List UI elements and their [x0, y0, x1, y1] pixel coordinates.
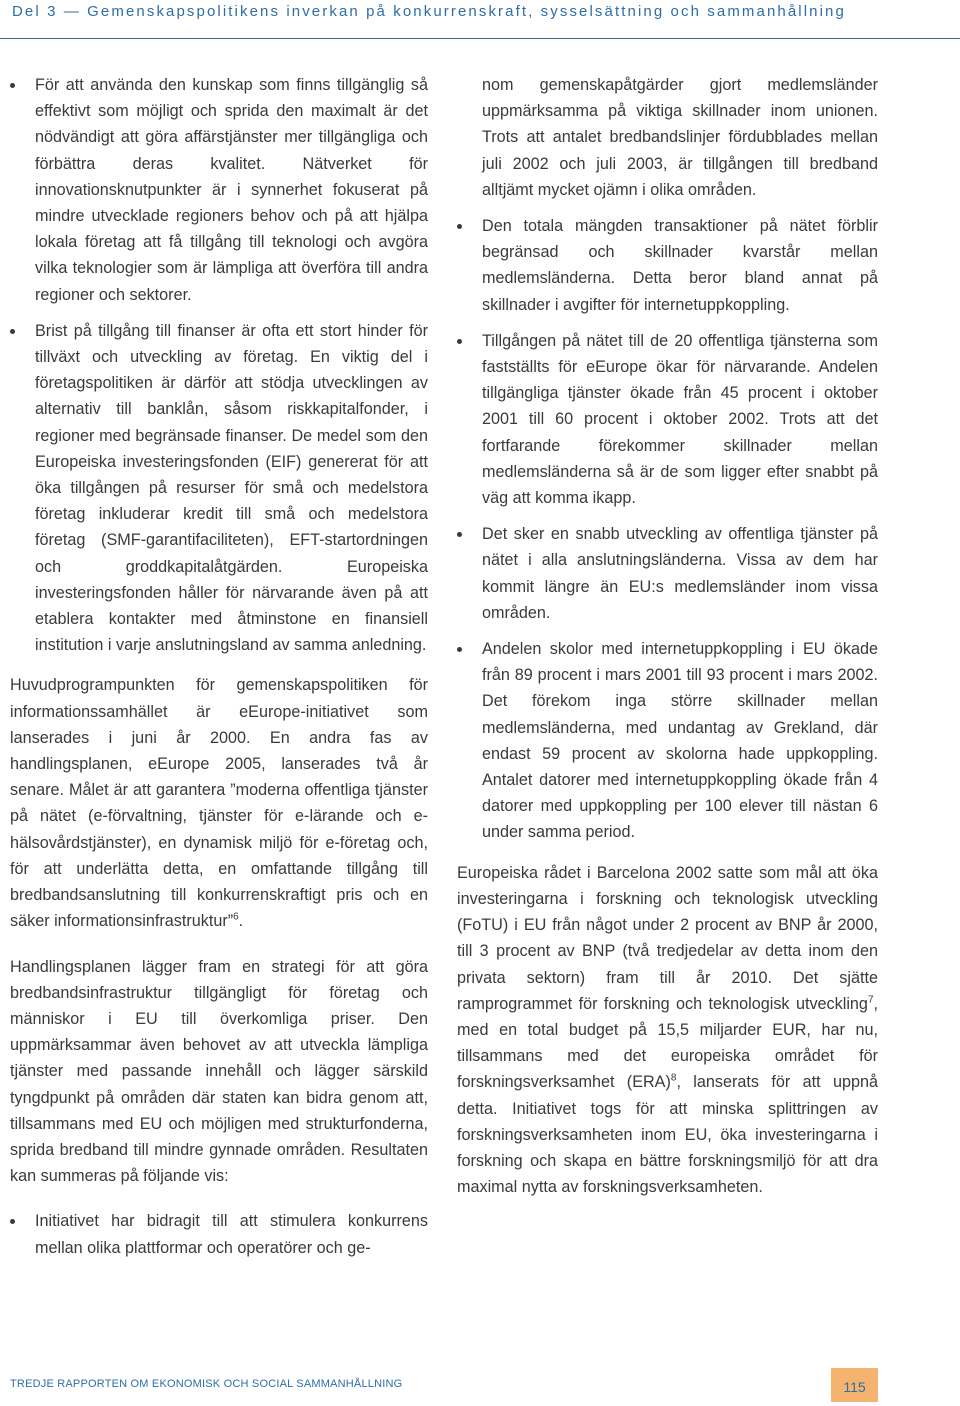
bullet-list-right: [457, 72, 878, 846]
footnote-ref: 6: [233, 911, 239, 923]
bullet-list-top: [10, 72, 428, 658]
bullet-icon: [10, 329, 15, 334]
list-item: Initiativet har bidragit till att stimulera konkurrens mellan olika plattformar och operatörer och ge-: [10, 1208, 428, 1260]
bullet-icon: [457, 339, 462, 344]
list-item: För att använda den kunskap som finns tillgänglig så effektivt som möjligt och sprida den maximalt är det nödvändigt att göra affärstjänster mer tillgängliga och förbättra deras kvalitet. Nätverket för innovationsknutpunkter är i synnerhet fokuserat på mindre utvecklade regioners behov och på att hjälpa lokala företag att få tillgång till teknologi och avgöra vilka teknologier som är lämpliga att överföra till andra regioner och sektorer.: [10, 72, 428, 308]
bullet-icon: [10, 1219, 15, 1224]
page-header: [0, 0, 960, 39]
list-item: Den totala mängden transaktioner på nätet förblir begränsad och skillnader kvarstår mellan medlemsländerna. Detta beror bland annat på skillnader i avgifter för internetuppkoppling.: [457, 213, 878, 318]
page-number: 115: [831, 1368, 878, 1402]
list-item: Tillgången på nätet till de 20 offentliga tjänsterna som fastställts för eEurope ökar för närvarande. Andelen tillgängliga tjänster ökade från 45 procent i oktober 2001 till 60 procent i oktober 2002. Trots att det fortfarande förekommer skillnader mellan medlemsländerna så är de som ligger efter snabbt på väg att komma ikapp.: [457, 328, 878, 511]
bullet-icon: [457, 647, 462, 652]
footnote-ref: 8: [670, 1072, 677, 1084]
bullet-icon: [457, 224, 462, 229]
section-title: Del 3 — Gemenskapspolitikens inverkan på konkurrenskraft, sysselsättning och sammanhållning: [12, 3, 846, 20]
paragraph-action-plan: Handlingsplanen lägger fram en strategi för att göra bredbandsinfrastruktur tillgängligt för företag och människor i EU till överkomliga priser. Den uppmärksammar även behovet av att utveckla lämpliga tjänster med passande innehåll och lägger särskild tyngdpunkt på områden där staten kan bidra genom att, tillsammans med EU och möjligen med strukturfonderna, sprida bredband till mindre gynnade områden. Resultaten kan summeras på följande vis:: [10, 957, 428, 1186]
left-column: [10, 72, 428, 1271]
bullet-icon: [10, 83, 15, 88]
list-item: Andelen skolor med internetuppkoppling i EU ökade från 89 procent i mars 2001 till 93 procent i mars 2002. Det förekom inga större skillnader mellan medlemsländerna, med undantag av Grekland, där endast 59 procent av skolorna hade uppkoppling. Antalet datorer med internetuppkoppling ökade från 4 datorer med uppkoppling per 100 elever till nästan 6 under samma period.: [457, 636, 878, 846]
paragraph-barcelona: Europeiska rådet i Barcelona 2002 satte som mål att öka investeringarna i forskning och teknologisk utveckling (FoTU) i EU från något under 2 procent av BNP år 2000, till 3 procent av BNP (två tredjedelar av detta inom den privata sektorn) fram till år 2010. Det sjätte ramprogrammet för forskning och teknologisk utveckling$^7$, med en total budget på 15,5 miljarder EUR, har nu, tillsammans med det europeiska området för forskningsverksamhet (ERA)$^8$, lanserats för att uppnå detta. Initiativet togs för att minska splittringen av forskningsverksamheten inom EU, öka investeringarna i forskning och skapa en bättre forskningsmiljö för att dra maximal nytta av forskningsverksamheten.: [457, 863, 878, 1197]
list-item: Brist på tillgång till finanser är ofta ett stort hinder för tillväxt och utveckling av företag. En viktig del i företagspolitiken är därför att stödja utvecklingen av alternativ till banklån, såsom riskkapitalfonder, i regioner med begränsade finanser. De medel som den Europeiska investeringsfonden (EIF) genererat för att öka tillgången på resurser för små och medelstora företag inkluderar kredit till små och medelstora företag (SMF-garantifaciliteten), EFT-startordningen och groddkapitalåtgärden. Europeiska investeringsfonden håller för närvarande även på att etablera kontakter med åtminstone en finansiell institution i varje anslutningsland av samma anledning.: [10, 318, 428, 659]
list-item: Det sker en snabb utveckling av offentliga tjänster på nätet i alla anslutningsländerna. Vissa av dem har kommit längre än EU:s medlemsländer inom vissa områden.: [457, 521, 878, 626]
report-title-footer: TREDJE RAPPORTEN OM EKONOMISK OCH SOCIAL SAMMANHÅLLNING: [10, 1378, 403, 1390]
footnote-ref: 7: [867, 994, 874, 1006]
bullet-list-bottom: [10, 1208, 428, 1260]
right-column: [457, 72, 878, 1219]
paragraph-eeurope: Huvudprogrampunkten för gemenskapspolitiken för informationssamhället är eEurope-initiativet som lanserades i juni år 2000. En andra fas av handlingsplanen, eEurope 2005, lanserades två år senare. Målet är att garantera ”moderna offentliga tjänster på nätet (e-förvaltning, tjänster för e-lärande och e-hälsovårdstjänster), en dynamisk miljö för e-företag och, för att underlätta detta, en omfattande tillgång till bredbandsanslutning till konkurrenskraftigt pris och en säker informationsinfrastruktur”$^6$.: [10, 676, 428, 931]
bullet-icon: [457, 532, 462, 537]
list-item-continuation: nom gemenskapåtgärder gjort medlemsländer uppmärksamma på viktiga skillnader inom unionen. Trots att antalet bredbandslinjer fördubblades mellan juli 2002 och juli 2003, är tillgången till bredband alltjämt mycket ojämn i olika områden.: [482, 76, 878, 199]
